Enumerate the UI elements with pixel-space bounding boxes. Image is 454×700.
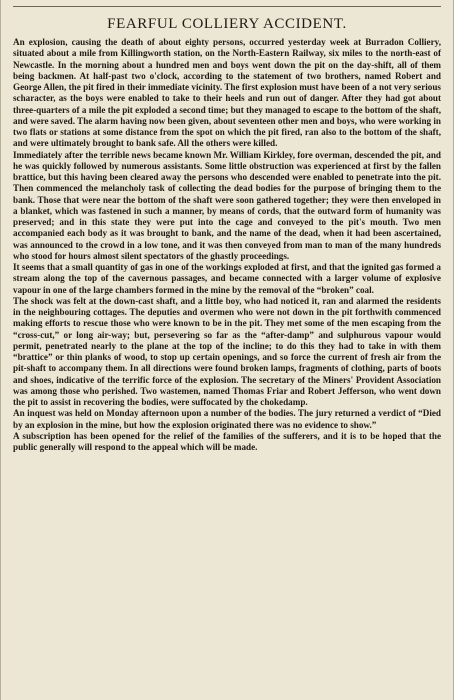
paragraph-4: The shock was felt at the down-cast shaft, and a little boy, who had noticed it, ran and alarmed the residents in the neighbouring cottages. The deputies and overmen who were not down in the pit forthwith commenced making efforts to rescue those who were known to be in the pit. They met some of the men escaping from the “cross-cut,” or long air-way; but, persevering so far as the “after-damp” and sulphurous vapour would permit, penetrated nearly to the plane at the top of the incline; to do this they had to take in with them “brattice” or thin planks of wood, to stop up certain openings, and so force the current of fresh air from the pit-shaft to accompany them. In all directions were found broken lamps, fragments of clothing, parts of boots and shoes, indicative of the terrific force of the explosion. The secretary of the Miners' Provident Association was among those who perished. Two wastemen, named Thomas Friar and Robert Jefferson, who went down the pit to assist in recovering the bodies, were suffocated by the chokedamp. (13, 295, 441, 407)
paragraph-5: An inquest was held on Monday afternoon upon a number of the bodies. The jury returned a verdict of “Died by an explosion in the mine, but how the explosion originated there was no evidence to show.” (13, 408, 441, 430)
article-body (13, 37, 441, 453)
top-rule (13, 6, 441, 10)
paragraph-2: Immediately after the terrible news became known Mr. William Kirkley, fore overman, descended the pit, and he was quickly followed by numerous assistants. Some little obstruction was experienced at first by the fallen brattice, but this having been cleared away the persons who descended were enabled to penetrate into the pit. Then commenced the melancholy task of collecting the dead bodies for the purpose of bringing them to the bank. Those that were near the bottom of the shaft were soon gathered together; they were then enveloped in a blanket, which was fastened in such a manner, by means of cords, that the outward form of humanity was preserved; and in this state they were put into the cage and conveyed to the pit's mouth. Two men accompanied each body as it was brought to bank, and the name of the dead, when it had been ascertained, was announced to the crowd in a low tone, and it was then conveyed from man to man of the many hundreds who stood for hours almost silent spectators of the ghastly proceedings. (13, 149, 441, 261)
paragraph-3: It seems that a small quantity of gas in one of the workings exploded at first, and that the ignited gas formed a stream along the top of the cavernous passages, and became connected with a larger volume of explosive vapour in one of the large chambers formed in the mine by the removal of the “broken” coal. (13, 262, 441, 295)
article-title: FEARFUL COLLIERY ACCIDENT. (107, 16, 347, 32)
paragraph-1: An explosion, causing the death of about eighty persons, occurred yesterday week at Burradon Colliery, situated about a mile from Killingworth station, on the North-Eastern Railway, six miles to the north-east of Newcastle. In the morning about a hundred men and boys went down the pit on the day-shift, all of them being backmen. At half-past two o'clock, according to the statement of two brothers, named Robert and George Allen, the pit fired in their immediate vicinity. The first explosion must have been of a not very serious scharacter, as the boys were enabled to take to their heels and run out of danger. After they had got about three-quarters of a mile the pit exploded a second time; but they managed to escape to the bottom of the shaft, and were saved. The alarm having now been given, about seventeen other men and boys, who were working in two flats or stations at some distance from the spot on which the pit fired, ran also to the bottom of the shaft, and were ultimately brought to bank safe. All the others were killed. (13, 37, 441, 149)
paragraph-6: A subscription has been opened for the relief of the families of the sufferers, and it is to be hoped that the public generally will respond to the appeal which will be made. (13, 430, 441, 452)
